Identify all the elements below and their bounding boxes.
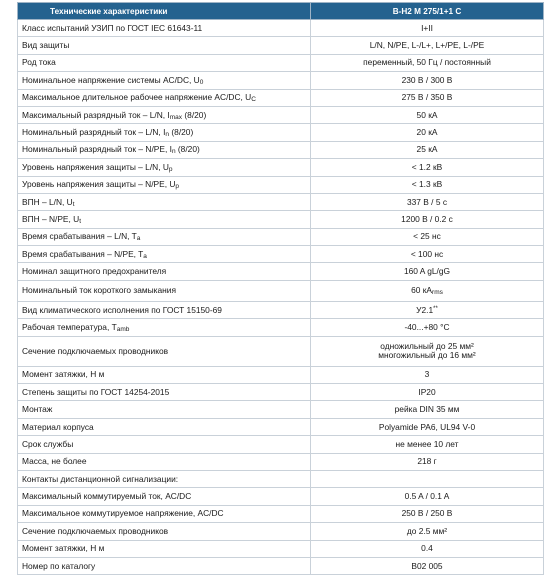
param-label: Класс испытаний УЗИП по ГОСТ IEC 61643-11 bbox=[22, 22, 203, 33]
value-text: 60 кА bbox=[411, 285, 433, 296]
param-cell bbox=[18, 505, 311, 522]
param-cell bbox=[18, 176, 311, 193]
value-cell bbox=[311, 488, 544, 505]
value-text: < 1.2 кВ bbox=[411, 161, 443, 172]
table-row bbox=[18, 470, 544, 487]
table-row bbox=[18, 453, 544, 470]
param-subscript: t bbox=[79, 217, 82, 225]
value-cell bbox=[311, 124, 544, 141]
param-cell bbox=[18, 488, 311, 505]
value-text: I+II bbox=[421, 22, 433, 33]
param-cell bbox=[18, 319, 311, 336]
value-cell bbox=[311, 384, 544, 401]
table-row bbox=[18, 418, 544, 435]
param-cell bbox=[18, 540, 311, 557]
param-cell bbox=[18, 37, 311, 54]
param-label: Номинальный ток короткого замыкания bbox=[22, 285, 176, 296]
value-text: 20 кА bbox=[416, 127, 438, 138]
param-label: Номинальный разрядный ток – L/N, I bbox=[22, 127, 166, 138]
table-row bbox=[18, 211, 544, 228]
value-cell bbox=[311, 54, 544, 71]
param-cell bbox=[18, 54, 311, 71]
value-cell bbox=[311, 301, 544, 318]
param-label: Номинал защитного предохранителя bbox=[22, 266, 167, 277]
table-row bbox=[18, 336, 544, 366]
value-subscript: rms bbox=[432, 289, 443, 297]
value-cell bbox=[311, 37, 544, 54]
value-text: до 2.5 мм² bbox=[406, 525, 448, 536]
param-cell bbox=[18, 141, 311, 158]
value-cell bbox=[311, 540, 544, 557]
param-label: Род тока bbox=[22, 57, 56, 68]
param-subscript: 0 bbox=[199, 78, 204, 86]
param-suffix: (8/20) bbox=[175, 144, 200, 155]
param-label: ВПН – N/PE, U bbox=[22, 213, 80, 224]
table-row bbox=[18, 124, 544, 141]
param-label: Момент затяжки, Н м bbox=[22, 369, 105, 380]
param-cell bbox=[18, 453, 311, 470]
param-label: Максимальное коммутируемое напряжение, AC/DC bbox=[22, 508, 224, 519]
table-row bbox=[18, 436, 544, 453]
table-row bbox=[18, 505, 544, 522]
param-cell bbox=[18, 301, 311, 318]
param-label: Срок службы bbox=[22, 438, 74, 449]
param-subscript: a bbox=[143, 252, 147, 260]
value-text: переменный, 50 Гц / постоянный bbox=[363, 57, 491, 68]
value-text: 0.5 A / 0.1 A bbox=[404, 491, 450, 502]
table-row bbox=[18, 228, 544, 245]
param-cell bbox=[18, 124, 311, 141]
table-row bbox=[18, 488, 544, 505]
table-row bbox=[18, 401, 544, 418]
table-row bbox=[18, 20, 544, 37]
value-text: < 1.3 кВ bbox=[411, 179, 443, 190]
value-text: 250 В / 250 В bbox=[401, 508, 453, 519]
value-text: 0.4 bbox=[421, 543, 433, 554]
spec-table bbox=[17, 2, 544, 575]
spec-table-container bbox=[17, 2, 543, 575]
value-cell bbox=[311, 505, 544, 522]
value-cell bbox=[311, 159, 544, 176]
value-text: B02 005 bbox=[411, 560, 443, 571]
param-label: ВПН – L/N, U bbox=[22, 196, 73, 207]
param-label: Масса, не более bbox=[22, 456, 87, 467]
value-text: 1200 В / 0.2 с bbox=[401, 213, 453, 224]
param-cell bbox=[18, 366, 311, 383]
value-text: L/N, N/PE, L-/L+, L+/PE, L-/PE bbox=[369, 40, 485, 51]
param-label: Номер по каталогу bbox=[22, 560, 96, 571]
value-text: 50 кА bbox=[416, 109, 438, 120]
param-label: Номинальный разрядный ток – N/PE, I bbox=[22, 144, 172, 155]
param-label: Сечение подключаемых проводников bbox=[22, 525, 169, 536]
table-row bbox=[18, 301, 544, 318]
value-cell bbox=[311, 557, 544, 574]
header-parameter: Технические характеристики bbox=[18, 3, 311, 20]
table-row bbox=[18, 141, 544, 158]
value-text: IP20 bbox=[418, 386, 436, 397]
param-subscript: amb bbox=[116, 325, 130, 333]
param-label: Номинальное напряжение системы AC/DC, U bbox=[22, 74, 200, 85]
param-cell bbox=[18, 20, 311, 37]
spec-table-body bbox=[18, 20, 544, 575]
value-text: -40...+80 °C bbox=[404, 321, 450, 332]
value-cell bbox=[311, 72, 544, 89]
param-label: Время срабатывания – N/PE, T bbox=[22, 248, 144, 259]
value-text: одножильный до 25 мм² bbox=[380, 341, 474, 352]
table-row bbox=[18, 366, 544, 383]
table-row bbox=[18, 193, 544, 210]
param-subscript: max bbox=[169, 113, 183, 121]
table-row bbox=[18, 523, 544, 540]
value-cell bbox=[311, 106, 544, 123]
param-label: Степень защиты по ГОСТ 14254-2015 bbox=[22, 386, 170, 397]
value-text: 218 г bbox=[417, 456, 437, 467]
value-cell bbox=[311, 453, 544, 470]
value-text: рейка DIN 35 мм bbox=[394, 404, 460, 415]
table-row bbox=[18, 557, 544, 574]
param-subscript: n bbox=[171, 148, 176, 156]
param-cell bbox=[18, 280, 311, 301]
value-text: 25 кА bbox=[416, 144, 438, 155]
table-row bbox=[18, 89, 544, 106]
param-cell bbox=[18, 106, 311, 123]
param-label: Момент затяжки, Н м bbox=[22, 543, 105, 554]
value-cell bbox=[311, 280, 544, 301]
value-text: 3 bbox=[424, 369, 430, 380]
value-cell bbox=[311, 436, 544, 453]
value-cell bbox=[311, 366, 544, 383]
value-text: 160 A gL/gG bbox=[403, 266, 451, 277]
table-row bbox=[18, 540, 544, 557]
param-cell bbox=[18, 336, 311, 366]
value-text: У2.1 bbox=[416, 304, 434, 315]
param-cell bbox=[18, 263, 311, 280]
param-label: Материал корпуса bbox=[22, 421, 94, 432]
param-subscript: p bbox=[175, 183, 180, 191]
value-cell bbox=[311, 211, 544, 228]
value-text: Polyamide PA6, UL94 V-0 bbox=[378, 421, 476, 432]
value-cell bbox=[311, 176, 544, 193]
table-row bbox=[18, 319, 544, 336]
param-label: Уровень напряжения защиты – L/N, U bbox=[22, 161, 169, 172]
param-cell bbox=[18, 193, 311, 210]
value-cell bbox=[311, 401, 544, 418]
param-cell bbox=[18, 211, 311, 228]
param-cell bbox=[18, 228, 311, 245]
param-cell bbox=[18, 159, 311, 176]
param-cell bbox=[18, 418, 311, 435]
value-text: 230 В / 300 В bbox=[401, 74, 453, 85]
param-cell bbox=[18, 72, 311, 89]
param-label: Монтаж bbox=[22, 404, 53, 415]
value-text: < 100 нс bbox=[410, 248, 444, 259]
table-row bbox=[18, 72, 544, 89]
value-text: не менее 10 лет bbox=[395, 438, 459, 449]
value-cell bbox=[311, 263, 544, 280]
param-subscript: C bbox=[251, 96, 256, 104]
value-cell bbox=[311, 523, 544, 540]
value-cell bbox=[311, 246, 544, 263]
table-row bbox=[18, 159, 544, 176]
value-cell bbox=[311, 193, 544, 210]
table-header-row bbox=[18, 3, 544, 20]
value-cell bbox=[311, 418, 544, 435]
param-suffix: (8/20) bbox=[169, 127, 194, 138]
table-row bbox=[18, 176, 544, 193]
value-text-line2: многожильный до 16 мм² bbox=[378, 350, 476, 361]
value-cell bbox=[311, 20, 544, 37]
value-text: < 25 нс bbox=[413, 231, 441, 242]
param-label: Уровень напряжения защиты – N/PE, U bbox=[22, 179, 176, 190]
value-cell bbox=[311, 228, 544, 245]
value-cell bbox=[311, 470, 544, 487]
param-cell bbox=[18, 557, 311, 574]
param-cell bbox=[18, 246, 311, 263]
table-row bbox=[18, 263, 544, 280]
table-row bbox=[18, 106, 544, 123]
param-label: Время срабатывания – L/N, T bbox=[22, 231, 137, 242]
param-cell bbox=[18, 89, 311, 106]
param-subscript: t bbox=[72, 200, 75, 208]
table-row bbox=[18, 384, 544, 401]
param-subscript: n bbox=[165, 131, 170, 139]
param-label: Сечение подключаемых проводников bbox=[22, 345, 169, 356]
value-cell bbox=[311, 336, 544, 366]
param-label: Контакты дистанционной сигнализации: bbox=[22, 473, 179, 484]
param-cell bbox=[18, 470, 311, 487]
param-cell bbox=[18, 523, 311, 540]
value-text: 337 В / 5 с bbox=[406, 196, 448, 207]
table-row bbox=[18, 37, 544, 54]
param-subscript: a bbox=[136, 235, 141, 243]
value-superscript: ** bbox=[433, 305, 438, 312]
param-label: Максимальный коммутируемый ток, AC/DC bbox=[22, 491, 192, 502]
table-row bbox=[18, 246, 544, 263]
param-label: Вид защиты bbox=[22, 40, 70, 51]
param-cell bbox=[18, 436, 311, 453]
header-model: B-H2 M 275/1+1 C bbox=[311, 3, 544, 20]
param-suffix: (8/20) bbox=[182, 109, 207, 120]
param-cell bbox=[18, 384, 311, 401]
param-label: Максимальный разрядный ток – L/N, I bbox=[22, 109, 170, 120]
value-cell bbox=[311, 141, 544, 158]
param-label: Рабочая температура, T bbox=[22, 321, 117, 332]
table-row bbox=[18, 280, 544, 301]
table-row bbox=[18, 54, 544, 71]
value-cell bbox=[311, 319, 544, 336]
value-cell bbox=[311, 89, 544, 106]
param-cell bbox=[18, 401, 311, 418]
param-label: Максимальное длительное рабочее напряжение AC/DC, U bbox=[22, 92, 252, 103]
param-label: Вид климатического исполнения по ГОСТ 15150-69 bbox=[22, 304, 222, 315]
value-text: 275 В / 350 В bbox=[401, 92, 453, 103]
param-subscript: p bbox=[168, 165, 173, 173]
